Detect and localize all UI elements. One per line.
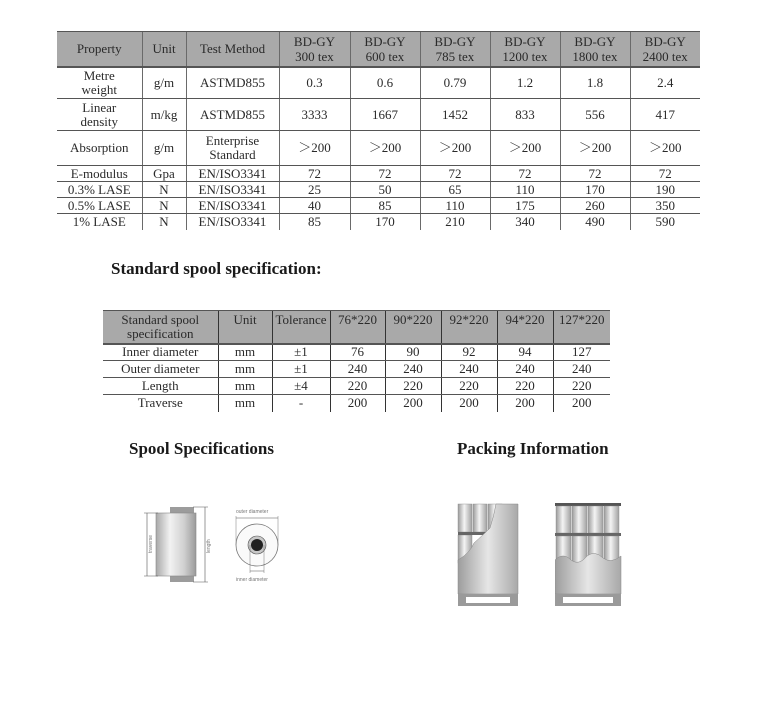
value-cell: 0.3 bbox=[279, 67, 350, 99]
value-cell: 220 bbox=[553, 378, 610, 395]
value-cell: 260 bbox=[560, 198, 630, 214]
header-unit: Unit bbox=[142, 32, 186, 67]
unit-cell: mm bbox=[218, 344, 272, 361]
tolerance-cell: ±4 bbox=[272, 378, 330, 395]
table-row bbox=[103, 378, 610, 395]
table-row bbox=[57, 99, 700, 131]
header-size: 76*220 bbox=[330, 311, 385, 344]
value-cell: 240 bbox=[330, 361, 385, 378]
value-cell: 220 bbox=[497, 378, 553, 395]
value-cell: ＞200 bbox=[490, 131, 560, 166]
value-cell: 90 bbox=[385, 344, 441, 361]
standard-spool-table bbox=[103, 310, 610, 412]
value-cell: 0.6 bbox=[350, 67, 420, 99]
packing-pallet-open-diagram bbox=[555, 498, 625, 608]
value-cell: 72 bbox=[350, 166, 420, 182]
method-cell: ASTMD855 bbox=[186, 67, 279, 99]
table-row bbox=[57, 67, 700, 99]
value-cell: 1.8 bbox=[560, 67, 630, 99]
packing-pallet-wrapped-diagram bbox=[456, 498, 526, 608]
value-cell: 200 bbox=[441, 395, 497, 412]
value-cell: 85 bbox=[279, 214, 350, 230]
property-cell: Metre weight bbox=[57, 67, 142, 99]
outer-diameter-label: outer diameter bbox=[236, 509, 269, 515]
value-cell: 190 bbox=[630, 182, 700, 198]
value-cell: 72 bbox=[630, 166, 700, 182]
value-cell: 72 bbox=[560, 166, 630, 182]
value-cell: 833 bbox=[490, 99, 560, 131]
property-cell: Absorption bbox=[57, 131, 142, 166]
value-cell: 590 bbox=[630, 214, 700, 230]
table-row bbox=[57, 214, 700, 230]
unit-cell: N bbox=[142, 182, 186, 198]
value-cell: 85 bbox=[350, 198, 420, 214]
value-cell: 65 bbox=[420, 182, 490, 198]
package-body bbox=[156, 513, 196, 576]
table-row bbox=[57, 166, 700, 182]
value-cell: 240 bbox=[497, 361, 553, 378]
header-1800tex: BD-GY 1800 tex bbox=[560, 32, 630, 67]
header-785tex: BD-GY 785 tex bbox=[420, 32, 490, 67]
value-cell: 240 bbox=[385, 361, 441, 378]
value-cell: 76 bbox=[330, 344, 385, 361]
header-property: Property bbox=[57, 32, 142, 67]
value-cell: 340 bbox=[490, 214, 560, 230]
table-row bbox=[57, 198, 700, 214]
unit-cell: Gpa bbox=[142, 166, 186, 182]
value-cell: ＞200 bbox=[279, 131, 350, 166]
unit-cell: mm bbox=[218, 395, 272, 412]
unit-cell: g/m bbox=[142, 131, 186, 166]
value-cell: 40 bbox=[279, 198, 350, 214]
method-cell: EN/ISO3341 bbox=[186, 182, 279, 198]
value-cell: 50 bbox=[350, 182, 420, 198]
unit-cell: g/m bbox=[142, 67, 186, 99]
spec-name-cell: Traverse bbox=[137, 395, 183, 411]
value-cell: 220 bbox=[330, 378, 385, 395]
property-cell: Linear density bbox=[57, 99, 142, 131]
value-cell: ＞200 bbox=[350, 131, 420, 166]
method-cell: ASTMD855 bbox=[186, 99, 279, 131]
packing-information-heading: Packing Information bbox=[457, 439, 609, 458]
table-row bbox=[57, 182, 700, 198]
header-unit: Unit bbox=[218, 311, 272, 344]
unit-cell: N bbox=[142, 214, 186, 230]
value-cell: ＞200 bbox=[630, 131, 700, 166]
value-cell: 72 bbox=[420, 166, 490, 182]
value-cell: 3333 bbox=[279, 99, 350, 131]
spool-specifications-heading: Spool Specifications bbox=[129, 439, 274, 458]
value-cell: 210 bbox=[420, 214, 490, 230]
spec-name-cell: Inner diameter bbox=[103, 344, 218, 361]
header-size: 127*220 bbox=[553, 311, 610, 344]
value-cell: 556 bbox=[560, 99, 630, 131]
inner-core bbox=[251, 539, 263, 551]
header-size: 92*220 bbox=[441, 311, 497, 344]
value-cell: 200 bbox=[553, 395, 610, 412]
properties-table bbox=[57, 31, 700, 230]
length-label: length bbox=[206, 539, 212, 553]
value-cell: 110 bbox=[420, 198, 490, 214]
value-cell: 350 bbox=[630, 198, 700, 214]
value-cell: 2.4 bbox=[630, 67, 700, 99]
header-test-method: Test Method bbox=[186, 32, 279, 67]
value-cell: 72 bbox=[490, 166, 560, 182]
value-cell: 127 bbox=[553, 344, 610, 361]
unit-cell: N bbox=[142, 198, 186, 214]
method-cell: EN/ISO3341 bbox=[186, 166, 279, 182]
property-cell: 0.5% LASE bbox=[57, 198, 142, 214]
table-row bbox=[57, 131, 700, 166]
header-300tex: BD-GY 300 tex bbox=[279, 32, 350, 67]
tolerance-cell: ±1 bbox=[272, 361, 330, 378]
tolerance-cell: ±1 bbox=[272, 344, 330, 361]
value-cell: 0.79 bbox=[420, 67, 490, 99]
property-cell: 1% LASE bbox=[72, 213, 126, 229]
value-cell: 1667 bbox=[350, 99, 420, 131]
table-row bbox=[103, 395, 610, 412]
value-cell: 240 bbox=[553, 361, 610, 378]
header-2400tex: BD-GY 2400 tex bbox=[630, 32, 700, 67]
standard-spool-heading: Standard spool specification: bbox=[111, 259, 322, 278]
value-cell: 92 bbox=[441, 344, 497, 361]
value-cell: 200 bbox=[497, 395, 553, 412]
header-600tex: BD-GY 600 tex bbox=[350, 32, 420, 67]
header-tolerance: Tolerance bbox=[272, 311, 330, 344]
unit-cell: mm bbox=[218, 378, 272, 395]
value-cell: 220 bbox=[441, 378, 497, 395]
header-spec: Standard spool specification bbox=[103, 311, 218, 344]
header-1200tex: BD-GY 1200 tex bbox=[490, 32, 560, 67]
unit-cell: mm bbox=[218, 361, 272, 378]
method-cell: Enterprise Standard bbox=[186, 131, 279, 166]
method-cell: EN/ISO3341 bbox=[186, 198, 279, 214]
value-cell: 220 bbox=[385, 378, 441, 395]
value-cell: 490 bbox=[560, 214, 630, 230]
value-cell: 1.2 bbox=[490, 67, 560, 99]
value-cell: 25 bbox=[279, 182, 350, 198]
header-size: 94*220 bbox=[497, 311, 553, 344]
spool-front-diagram bbox=[230, 505, 285, 587]
value-cell: 1452 bbox=[420, 99, 490, 131]
value-cell: ＞200 bbox=[420, 131, 490, 166]
value-cell: 94 bbox=[497, 344, 553, 361]
unit-cell: m/kg bbox=[142, 99, 186, 131]
spec-name-cell: Length bbox=[103, 378, 218, 395]
value-cell: 170 bbox=[350, 214, 420, 230]
value-cell: 240 bbox=[441, 361, 497, 378]
value-cell: ＞200 bbox=[560, 131, 630, 166]
table-row bbox=[103, 361, 610, 378]
inner-diameter-label: inner diameter bbox=[236, 577, 268, 583]
property-cell: 0.3% LASE bbox=[57, 182, 142, 198]
value-cell: 417 bbox=[630, 99, 700, 131]
spool-side-diagram bbox=[138, 505, 220, 585]
spec-name-cell: Outer diameter bbox=[103, 361, 218, 378]
property-cell: E-modulus bbox=[57, 166, 142, 182]
value-cell: 200 bbox=[330, 395, 385, 412]
table-row bbox=[103, 344, 610, 361]
value-cell: 170 bbox=[560, 182, 630, 198]
value-cell: 110 bbox=[490, 182, 560, 198]
header-row bbox=[103, 311, 610, 344]
tolerance-cell: - bbox=[272, 395, 330, 412]
header-size: 90*220 bbox=[385, 311, 441, 344]
method-cell: EN/ISO3341 bbox=[186, 214, 279, 230]
traverse-label: traverse bbox=[148, 534, 154, 553]
value-cell: 200 bbox=[385, 395, 441, 412]
value-cell: 175 bbox=[490, 198, 560, 214]
header-row bbox=[57, 32, 700, 67]
value-cell: 72 bbox=[279, 166, 350, 182]
